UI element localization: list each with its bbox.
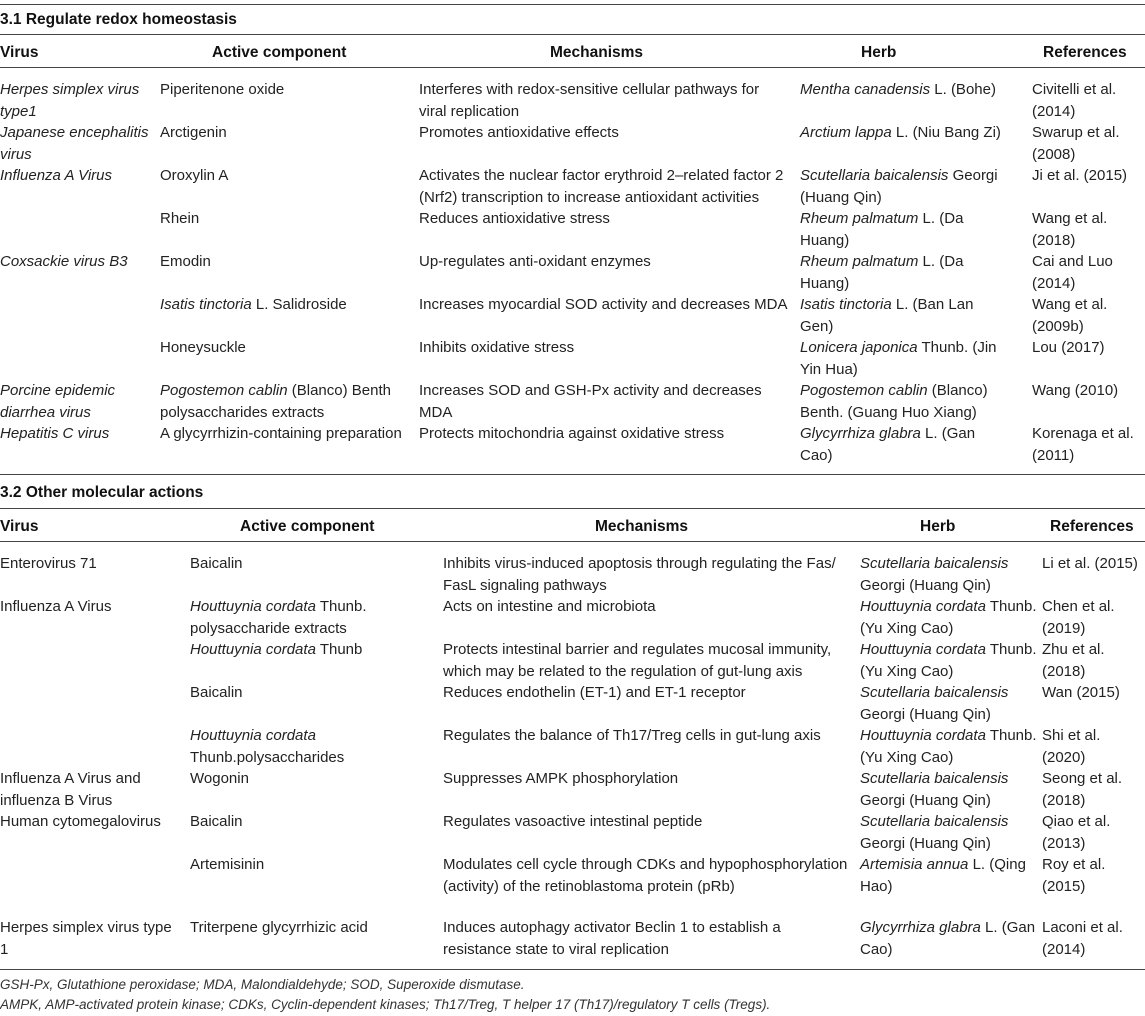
herb-cell: Glycyrrhiza glabra L. (Gan Cao) (800, 425, 976, 464)
active-component-cell: Artemisinin (190, 856, 265, 873)
mechanism-cell: Protects mitochondria against oxidative stress (419, 425, 725, 442)
header-herb: Herb (861, 44, 897, 61)
active-component-cell: Triterpene glycyrrhizic acid (190, 919, 368, 936)
reference-cell: Wang (2010) (1032, 382, 1119, 399)
mechanism-cell: Increases myocardial SOD activity and decreases MDA (419, 296, 788, 313)
reference-cell: Lou (2017) (1032, 339, 1105, 356)
virus-cell: Japanese encephalitis virus (0, 124, 149, 163)
top-rule (0, 4, 1145, 5)
reference-cell: Chen et al. (2019) (1042, 598, 1115, 637)
mechanism-cell: Acts on intestine and microbiota (443, 598, 656, 615)
virus-cell: Herpes simplex virus type 1 (0, 919, 172, 958)
mechanism-cell: Reduces endothelin (ET-1) and ET-1 receptor (443, 684, 746, 701)
mechanism-cell: Induces autophagy activator Beclin 1 to establish a resistance state to viral replication (443, 919, 781, 958)
active-component-cell: Arctigenin (160, 124, 227, 141)
mechanism-cell: Regulates the balance of Th17/Treg cells in gut-lung axis (443, 727, 821, 744)
herb-cell: Artemisia annua L. (Qing Hao) (860, 856, 1026, 895)
section2-title-rule (0, 508, 1145, 509)
mechanism-cell: Up-regulates anti-oxidant enzymes (419, 253, 651, 270)
herb-cell: Glycyrrhiza glabra L. (Gan Cao) (860, 919, 1036, 958)
header-virus: Virus (0, 518, 39, 535)
reference-cell: Li et al. (2015) (1042, 555, 1138, 572)
mechanism-cell: Protects intestinal barrier and regulates mucosal immunity, which may be related to the regulation of gut-lung axis (443, 641, 832, 680)
virus-cell: Enterovirus 71 (0, 555, 97, 572)
active-component-cell: A glycyrrhizin-containing preparation (160, 425, 402, 442)
reference-cell: Roy et al. (2015) (1042, 856, 1106, 895)
reference-cell: Laconi et al. (2014) (1042, 919, 1123, 958)
herb-cell: Mentha canadensis L. (Bohe) (800, 81, 996, 98)
header-virus: Virus (0, 44, 39, 61)
herb-cell: Rheum palmatum L. (Da Huang) (800, 253, 964, 292)
header-mechanism: Mechanisms (550, 44, 644, 61)
mechanism-cell: Promotes antioxidative effects (419, 124, 619, 141)
mechanism-cell: Inhibits virus-induced apoptosis through regulating the Fas/ FasL signaling pathways (443, 555, 836, 594)
mechanism-cell: Modulates cell cycle through CDKs and hypophosphorylation (activity) of the retinoblastoma protein (pRb) (443, 856, 848, 895)
section1-title-rule (0, 34, 1145, 35)
herb-cell: Pogostemon cablin (Blanco) Benth. (Guang Huo Xiang) (800, 382, 988, 421)
active-component-cell: Houttuynia cordata Thunb. polysaccharide extracts (190, 598, 367, 637)
active-component-cell: Baicalin (190, 555, 243, 572)
active-component-cell: Wogonin (190, 770, 249, 787)
active-component-cell: Emodin (160, 253, 211, 270)
reference-cell: Swarup et al. (2008) (1032, 124, 1120, 163)
section2-header-rule (0, 541, 1145, 542)
header-mechanism: Mechanisms (595, 518, 689, 535)
virus-cell: Influenza A Virus (0, 167, 113, 184)
header-herb: Herb (920, 518, 956, 535)
virus-cell: Coxsackie virus B3 (0, 253, 128, 270)
header-ref: References (1050, 518, 1134, 535)
herb-cell: Scutellaria baicalensis Georgi (Huang Qin) (800, 167, 998, 206)
reference-cell: Civitelli et al. (2014) (1032, 81, 1117, 120)
virus-cell: Porcine epidemic diarrhea virus (0, 382, 116, 421)
reference-cell: Korenaga et al. (2011) (1032, 425, 1134, 464)
section2-title: 3.2 Other molecular actions (0, 484, 204, 501)
mechanism-cell: Interferes with redox-sensitive cellular pathways for viral replication (419, 81, 760, 120)
virus-cell: Influenza A Virus (0, 598, 112, 615)
herb-cell: Lonicera japonica Thunb. (Jin Yin Hua) (800, 339, 997, 378)
active-component-cell: Piperitenone oxide (160, 81, 285, 98)
herb-cell: Scutellaria baicalensis Georgi (Huang Qin) (860, 555, 1009, 594)
active-component-cell: Honeysuckle (160, 339, 246, 356)
reference-cell: Wan (2015) (1042, 684, 1120, 701)
header-component: Active component (212, 44, 347, 61)
active-component-cell: Houttuynia cordata Thunb (190, 641, 363, 658)
herb-cell: Arctium lappa L. (Niu Bang Zi) (800, 124, 1001, 141)
virus-cell: Influenza A Virus and influenza B Virus (0, 770, 141, 809)
active-component-cell: Houttuynia cordata Thunb.polysaccharides (190, 727, 345, 766)
header-ref: References (1043, 44, 1127, 61)
section1-header-rule (0, 67, 1145, 68)
mechanism-cell: Activates the nuclear factor erythroid 2–related factor 2 (Nrf2) transcription to increase antioxidant activities (419, 167, 784, 206)
herb-cell: Houttuynia cordata Thunb. (Yu Xing Cao) (860, 641, 1037, 680)
virus-cell: Herpes simplex virus type1 (0, 81, 140, 120)
active-component-cell: Pogostemon cablin (Blanco) Benth polysaccharides extracts (160, 382, 391, 421)
reference-cell: Zhu et al. (2018) (1042, 641, 1105, 680)
reference-cell: Wang et al. (2018) (1032, 210, 1108, 249)
active-component-cell: Isatis tinctoria L. Salidroside (160, 296, 347, 313)
herb-cell: Houttuynia cordata Thunb. (Yu Xing Cao) (860, 598, 1037, 637)
active-component-cell: Baicalin (190, 684, 243, 701)
footnote-1: GSH-Px, Glutathione peroxidase; MDA, Malondialdehyde; SOD, Superoxide dismutase. (0, 977, 525, 992)
herb-cell: Scutellaria baicalensis Georgi (Huang Qin) (860, 684, 1009, 723)
section1-title: 3.1 Regulate redox homeostasis (0, 11, 237, 28)
mechanism-cell: Suppresses AMPK phosphorylation (443, 770, 679, 787)
active-component-cell: Oroxylin A (160, 167, 229, 184)
herb-cell: Scutellaria baicalensis Georgi (Huang Qin) (860, 770, 1009, 809)
virus-cell: Hepatitis C virus (0, 425, 110, 442)
reference-cell: Cai and Luo (2014) (1032, 253, 1113, 292)
herb-cell: Isatis tinctoria L. (Ban Lan Gen) (800, 296, 974, 335)
mechanism-cell: Regulates vasoactive intestinal peptide (443, 813, 703, 830)
active-component-cell: Baicalin (190, 813, 243, 830)
footnote-2: AMPK, AMP-activated protein kinase; CDKs, Cyclin-dependent kinases; Th17/Treg, T helper 17 (Th17)/regulatory T cells (Tregs). (0, 997, 771, 1012)
reference-cell: Shi et al. (2020) (1042, 727, 1101, 766)
reference-cell: Wang et al. (2009b) (1032, 296, 1108, 335)
mechanism-cell: Increases SOD and GSH-Px activity and decreases MDA (419, 382, 762, 421)
herb-cell: Houttuynia cordata Thunb. (Yu Xing Cao) (860, 727, 1037, 766)
table-bottom-rule (0, 969, 1145, 970)
active-component-cell: Rhein (160, 210, 200, 227)
reference-cell: Ji et al. (2015) (1032, 167, 1128, 184)
virus-cell: Human cytomegalovirus (0, 813, 161, 830)
reference-cell: Seong et al. (2018) (1042, 770, 1123, 809)
header-component: Active component (240, 518, 375, 535)
mechanism-cell: Inhibits oxidative stress (419, 339, 575, 356)
reference-cell: Qiao et al. (2013) (1042, 813, 1111, 852)
herb-cell: Rheum palmatum L. (Da Huang) (800, 210, 964, 249)
mechanism-cell: Reduces antioxidative stress (419, 210, 610, 227)
herb-cell: Scutellaria baicalensis Georgi (Huang Qin) (860, 813, 1009, 852)
section1-bottom-rule (0, 474, 1145, 475)
